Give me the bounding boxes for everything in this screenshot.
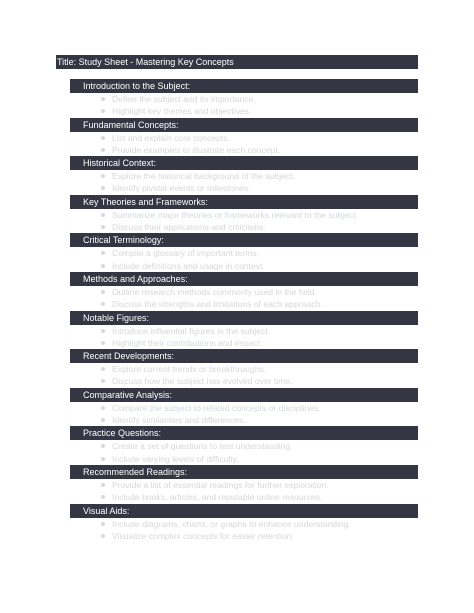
bullet-text: Discuss their applications and criticisms. [112,222,266,233]
bullet-icon [101,483,105,487]
list-item [0,440,474,452]
list-item [0,286,474,298]
bullet-icon [101,225,105,229]
list-item [0,337,474,349]
list-item [0,260,474,272]
section-methods-approaches [0,272,474,311]
list-item [0,247,474,259]
bullet-list [0,518,474,543]
bullet-text: Identify similarities and differences. [112,415,246,426]
bullet-list [0,363,474,388]
bullet-icon [101,444,105,448]
bullet-text: Explore the historical background of the subject. [112,171,295,182]
section-heading: Comparative Analysis: [70,388,418,402]
list-item [0,132,474,144]
bullet-icon [101,418,105,422]
section-notable-figures [0,311,474,350]
list-item [0,93,474,105]
bullet-text: Highlight their contributions and impact. [112,337,263,348]
bullet-text: Include varying levels of difficulty. [112,453,239,464]
list-item [0,375,474,387]
bullet-text: Introduce influential figures in the subject. [112,325,271,336]
bullet-icon [101,406,105,410]
section-comparative-analysis [0,388,474,427]
bullet-text: Include diagrams, charts, or graphs to enhance understanding. [112,518,351,529]
bullet-list [0,402,474,427]
section-heading: Methods and Approaches: [70,272,418,286]
bullet-list [0,93,474,118]
section-key-theories [0,195,474,234]
bullet-icon [101,457,105,461]
bullet-list [0,247,474,272]
bullet-icon [101,213,105,217]
bullet-text: Outline research methods commonly used in the field. [112,286,317,297]
section-visual-aids [0,504,474,543]
list-item [0,209,474,221]
list-item [0,325,474,337]
bullet-icon [101,290,105,294]
section-recent-developments [0,349,474,388]
bullet-icon [101,148,105,152]
section-heading: Recent Developments: [70,349,418,363]
bullet-icon [101,174,105,178]
bullet-icon [101,109,105,113]
section-heading: Practice Questions: [70,426,418,440]
bullet-list [0,479,474,504]
bullet-text: Discuss the strengths and limitations of each approach. [112,299,323,310]
bullet-icon [101,302,105,306]
list-item [0,518,474,530]
bullet-text: Summarize major theories or frameworks relevant to the subject. [112,209,358,220]
section-heading: Fundamental Concepts: [70,118,418,132]
list-item [0,491,474,503]
section-heading: Key Theories and Frameworks: [70,195,418,209]
list-item [0,402,474,414]
bullet-icon [101,367,105,371]
bullet-icon [101,136,105,140]
bullet-list [0,209,474,234]
bullet-text: Define the subject and its importance. [112,94,256,104]
bullet-icon [101,495,105,499]
sections-list [0,79,474,542]
list-item [0,530,474,542]
list-item [0,105,474,117]
bullet-text: Compile a glossary of important terms. [112,248,260,259]
bullet-list [0,440,474,465]
section-recommended-readings [0,465,474,504]
bullet-list [0,286,474,311]
bullet-text: Identify pivotal events or milestones. [112,183,251,194]
list-item [0,479,474,491]
bullet-icon [101,264,105,268]
bullet-text: Create a set of questions to test understanding. [112,441,293,452]
section-introduction [0,79,474,118]
bullet-icon [101,186,105,190]
bullet-text: Include definitions and usage in context. [112,260,265,271]
bullet-icon [101,379,105,383]
bullet-text: Compare the subject to related concepts or disciplines. [112,402,321,413]
bullet-text: Discuss how the subject has evolved over time. [112,376,293,387]
section-heading: Historical Context: [70,156,418,170]
bullet-icon [101,97,105,101]
bullet-list [0,325,474,350]
bullet-icon [101,522,105,526]
section-heading: Recommended Readings: [70,465,418,479]
bullet-text: Explore current trends or breakthroughs. [112,364,267,375]
bullet-text: Provide a list of essential readings for further exploration. [112,479,329,490]
bullet-list [0,132,474,157]
bullet-text: List and explain core concepts. [112,132,230,143]
section-heading: Critical Terminology: [70,233,418,247]
list-item [0,414,474,426]
list-item [0,221,474,233]
section-historical-context [0,156,474,195]
section-critical-terminology [0,233,474,272]
section-practice-questions [0,426,474,465]
list-item [0,453,474,465]
document-title: Title: Study Sheet - Mastering Key Concepts [56,55,418,69]
section-heading: Notable Figures: [70,311,418,325]
list-item [0,182,474,194]
list-item [0,144,474,156]
bullet-text: Visualize complex concepts for easier retention. [112,530,294,541]
bullet-icon [101,251,105,255]
list-item [0,298,474,310]
section-heading: Introduction to the Subject: [70,79,418,93]
bullet-icon [101,534,105,538]
bullet-icon [101,329,105,333]
bullet-text: Highlight key themes and objectives. [112,106,252,117]
bullet-text: Provide examples to illustrate each concept. [112,144,281,155]
bullet-text: Include books, articles, and reputable online resources. [112,492,323,503]
list-item [0,170,474,182]
bullet-list [0,170,474,195]
bullet-icon [101,341,105,345]
section-fundamental-concepts [0,118,474,157]
section-heading: Visual Aids: [70,504,418,518]
list-item [0,363,474,375]
